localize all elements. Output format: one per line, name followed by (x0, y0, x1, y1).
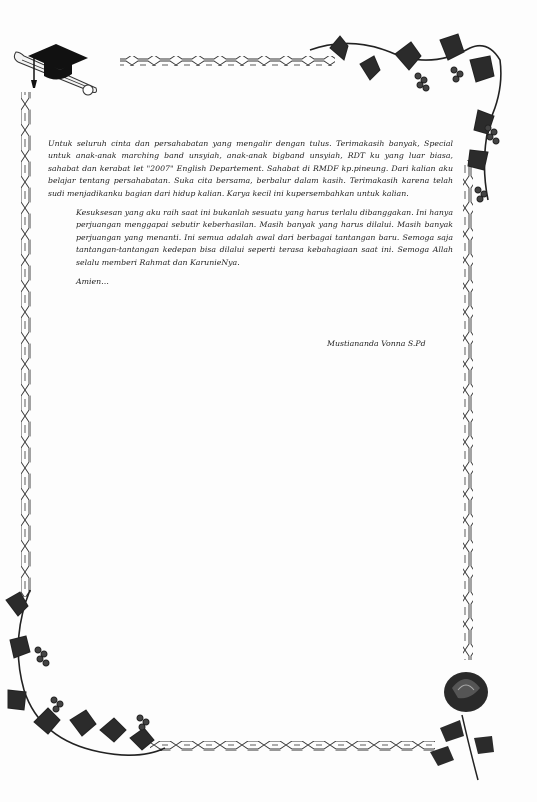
border-top (120, 56, 335, 66)
border-right (463, 160, 473, 660)
signature: Mustiananda Vonna S.Pd (327, 339, 426, 348)
graduation-cap-and-diploma-icon (14, 44, 96, 95)
paragraph-dedication: Untuk seluruh cinta dan persahabatan yang mengalir dengan tulus. Terimakasih banyak, Special untuk anak-anak marching band unsyiah, anak-anak bigband unsyiah, RDT ku yang luar biasa, sahabat dan kerabat let "2007" English Departement. Sahabat di RMDF kp.pineung. Dari kalian aku belajar tentang persahabatan. Suka cita bersama, berbalur dalam kasih. Terimakasih karena telah sudi menjadikanku bagian dari hidup kalian. Karya kecil ini kupersembahkan untuk kalian. (48, 139, 453, 198)
border-left (21, 92, 31, 597)
border-bottom (150, 741, 435, 751)
rose-icon (430, 672, 494, 780)
letter-body (48, 138, 453, 288)
closing-line: Amien… (76, 277, 109, 287)
grapevine-icon (6, 590, 165, 755)
paragraph-reflection: Kesuksesan yang aku raih saat ini bukanlah sesuatu yang harus terlalu dibanggakan. Ini hanya perjuangan menggapai sebutir keberhasilan. Masih banyak yang harus dilalui. Masih banyak perjuangan yang menanti. Ini semua adalah awal dari berbagai tantangan baru. Semoga saja tantangan-tantangan kedepan bisa dilalui seperti terasa kebahagiaan saat ini. Semoga Allah selalu memberi Rahmat dan KarunieNya. (76, 208, 453, 267)
